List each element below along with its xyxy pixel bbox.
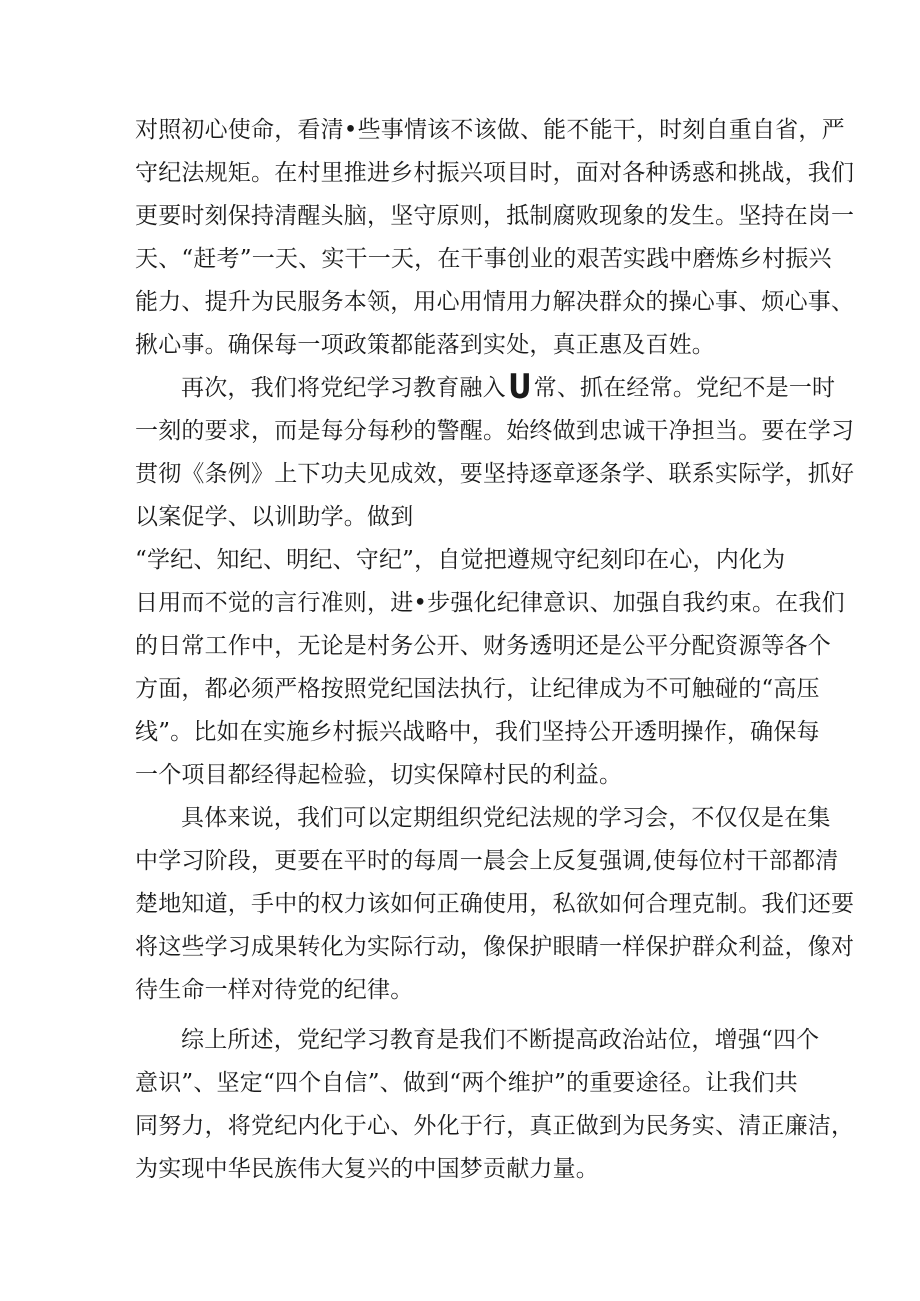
- text-line: 同努力，将党纪内化于心、外化于行，真正做到为民务实、清正廉洁，: [135, 1113, 855, 1139]
- text-segment: 常、抓在经常。党纪不是一时: [533, 375, 836, 401]
- text-line: 综上所述，党纪学习教育是我们不断提高政治站位，增强“四个: [181, 1027, 820, 1053]
- text-line: 为实现中华民族伟大复兴的中国梦贡献力量。: [135, 1156, 599, 1182]
- text-line: 一刻的要求，而是每分每秒的警醒。始终做到忠诚干净担当。要在学习: [135, 418, 855, 444]
- text-line: 以案促学、以训助学。做到: [135, 504, 414, 530]
- text-line: 揪心事。确保每一项政策都能落到实处，真正惠及百姓。: [135, 332, 715, 358]
- text-line: 一个项目都经得起检验，切实保障村民的利益。: [135, 762, 623, 788]
- text-line: 具体来说，我们可以定期组织党纪法规的学习会，不仅仅是在集: [181, 805, 831, 831]
- text-line: 意识”、坚定“四个自信”、做到“两个维护”的重要途径。让我们共: [135, 1070, 798, 1096]
- text-line: 的日常工作中，无论是村务公开、财务透明还是公平分配资源等各个: [135, 633, 831, 659]
- text-line: 日用而不觉的言行准则，进•步强化纪律意识、加强自我约束。在我们: [135, 590, 845, 616]
- text-line: 守纪法规矩。在村里推进乡村振兴项目时，面对各种诱惑和挑战，我们: [135, 160, 855, 186]
- text-line: 方面，都必须严格按照党纪国法执行，让纪律成为不可触碰的“高压: [135, 676, 820, 702]
- text-line: 待生命一样对待党的纪律。: [135, 977, 414, 1003]
- text-line: 楚地知道，手中的权力该如何正确使用，私欲如何合理克制。我们还要: [135, 891, 855, 917]
- text-line: “学纪、知纪、明纪、守纪”，自觉把遵规守纪刻印在心，内化为: [135, 547, 786, 573]
- text-line: 能力、提升为民服务本领，用心用情用力解决群众的操心事、烦心事、: [135, 289, 855, 315]
- text-line: 贯彻《条例》上下功夫见成效，要坚持逐章逐条学、联系实际学，抓好: [135, 461, 855, 487]
- text-line: 对照初心使命，看清•些事情该不该做、能不能干，时刻自重自省，严: [135, 117, 845, 143]
- text-line: 线”。比如在实施乡村振兴战略中，我们坚持公开透明操作，确保每: [135, 719, 820, 745]
- text-line: 天、“赶考”一天、实干一天，在干事创业的艰苦实践中磨炼乡村振兴: [135, 246, 832, 272]
- text-segment: 再次，我们将党纪学习教育融入: [181, 375, 506, 401]
- garbled-glyph: U: [507, 367, 532, 407]
- text-line: 中学习阶段，更要在平时的每周一晨会上反复强调,使每位村干部都清: [135, 848, 839, 874]
- text-line: 更要时刻保持清醒头脑，坚守原则，抵制腐败现象的发生。坚持在岗一: [135, 203, 855, 229]
- text-line: [181, 368, 835, 408]
- text-line: 将这些学习成果转化为实际行动，像保护眼睛一样保护群众利益，像对: [135, 934, 855, 960]
